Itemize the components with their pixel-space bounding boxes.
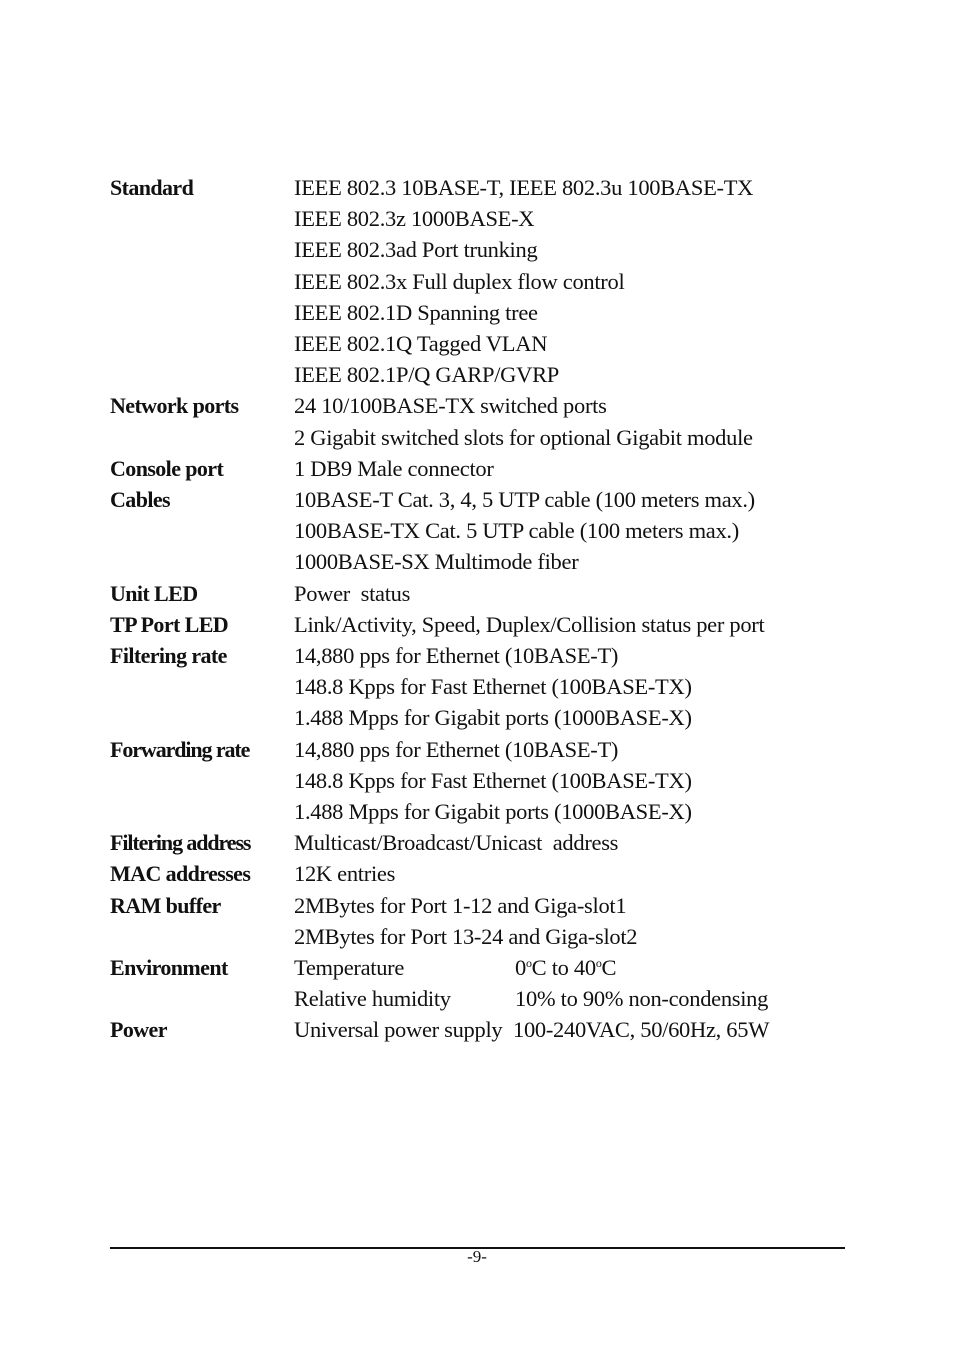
degree-symbol: o [525, 956, 532, 971]
spec-value: Multicast/Broadcast/Unicast address [294, 830, 619, 856]
spec-table [110, 172, 850, 1046]
spec-values [294, 609, 850, 640]
spec-label: Filtering address [110, 830, 251, 856]
spec-value: 1 DB9 Male connector [294, 455, 494, 481]
spec-value: 12K entries [294, 861, 396, 887]
page-number: -9- [467, 1247, 487, 1266]
spec-row-console-port [110, 453, 850, 484]
spec-value: Universal power supply 100-240VAC, 50/60Hz, 65W [294, 1017, 770, 1043]
spec-label: Cables [110, 487, 170, 513]
temperature-low: 0 [515, 955, 526, 981]
spec-row-tp-port-led [110, 609, 850, 640]
spec-values [294, 453, 850, 484]
spec-value: Power status [294, 580, 411, 606]
spec-value: 10BASE-T Cat. 3, 4, 5 UTP cable (100 meters max.) [294, 487, 755, 513]
spec-values [294, 1014, 850, 1045]
spec-values [294, 390, 850, 452]
spec-value: IEEE 802.3ad Port trunking [294, 237, 538, 263]
spec-value: IEEE 802.1Q Tagged VLAN [294, 331, 548, 357]
spec-value: IEEE 802.3x Full duplex flow control [294, 268, 625, 294]
spec-values [294, 734, 850, 828]
spec-value: 1.488 Mpps for Gigabit ports (1000BASE-X) [294, 799, 692, 825]
spec-value: 24 10/100BASE-TX switched ports [294, 393, 607, 419]
spec-row-standard [110, 172, 850, 390]
spec-values [294, 172, 850, 390]
spec-value: IEEE 802.1P/Q GARP/GVRP [294, 362, 560, 388]
spec-row-mac-addresses [110, 858, 850, 889]
environment-humidity-line [294, 983, 850, 1014]
spec-value: 148.8 Kpps for Fast Ethernet (100BASE-TX) [294, 767, 692, 793]
spec-row-cables [110, 484, 850, 578]
spec-row-environment [110, 952, 850, 1014]
spec-label: MAC addresses [110, 861, 251, 887]
spec-row-forwarding-rate [110, 734, 850, 828]
spec-value: IEEE 802.1D Spanning tree [294, 299, 538, 325]
spec-value: 14,880 pps for Ethernet (10BASE-T) [294, 736, 619, 762]
spec-value: 2 Gigabit switched slots for optional Gigabit module [294, 424, 753, 450]
spec-label: TP Port LED [110, 611, 229, 637]
spec-value: 2MBytes for Port 1-12 and Giga-slot1 [294, 892, 627, 918]
spec-value: 14,880 pps for Ethernet (10BASE-T) [294, 643, 619, 669]
spec-label: Console port [110, 455, 224, 481]
spec-row-unit-led [110, 578, 850, 609]
temperature-end: C [601, 955, 617, 981]
spec-label: Unit LED [110, 580, 198, 606]
spec-values [294, 484, 850, 578]
spec-value: IEEE 802.3 10BASE-T, IEEE 802.3u 100BASE-TX [294, 175, 754, 200]
spec-row-filtering-address [110, 827, 850, 858]
spec-label: Power [110, 1017, 167, 1043]
spec-value: 1000BASE-SX Multimode fiber [294, 549, 579, 575]
spec-row-filtering-rate [110, 640, 850, 734]
spec-row-network-ports [110, 390, 850, 452]
spec-value: 1.488 Mpps for Gigabit ports (1000BASE-X) [294, 705, 692, 731]
spec-label: Standard [110, 175, 194, 200]
spec-label: RAM buffer [110, 892, 221, 918]
spec-value: Link/Activity, Speed, Duplex/Collision status per port [294, 611, 765, 637]
spec-value: 100BASE-TX Cat. 5 UTP cable (100 meters max.) [294, 518, 739, 544]
spec-row-ram-buffer [110, 890, 850, 952]
spec-label: Environment [110, 955, 228, 981]
environment-temperature-line [294, 952, 850, 983]
spec-value: IEEE 802.3z 1000BASE-X [294, 206, 535, 232]
spec-values [294, 827, 850, 858]
humidity-name: Relative humidity [294, 986, 451, 1012]
spec-values [294, 952, 850, 1014]
spec-values [294, 890, 850, 952]
degree-symbol: o [595, 956, 602, 971]
spec-value: 148.8 Kpps for Fast Ethernet (100BASE-TX) [294, 674, 692, 700]
spec-values [294, 640, 850, 734]
spec-row-power [110, 1014, 850, 1045]
temperature-name: Temperature [294, 955, 405, 981]
spec-label: Network ports [110, 393, 239, 419]
spec-values [294, 858, 850, 889]
spec-label: Forwarding rate [110, 736, 250, 762]
humidity-value: 10% to 90% non-condensing [515, 986, 769, 1012]
temperature-mid: C to 40 [531, 955, 596, 981]
spec-label: Filtering rate [110, 643, 227, 669]
spec-values [294, 578, 850, 609]
spec-value: 2MBytes for Port 13-24 and Giga-slot2 [294, 923, 638, 949]
